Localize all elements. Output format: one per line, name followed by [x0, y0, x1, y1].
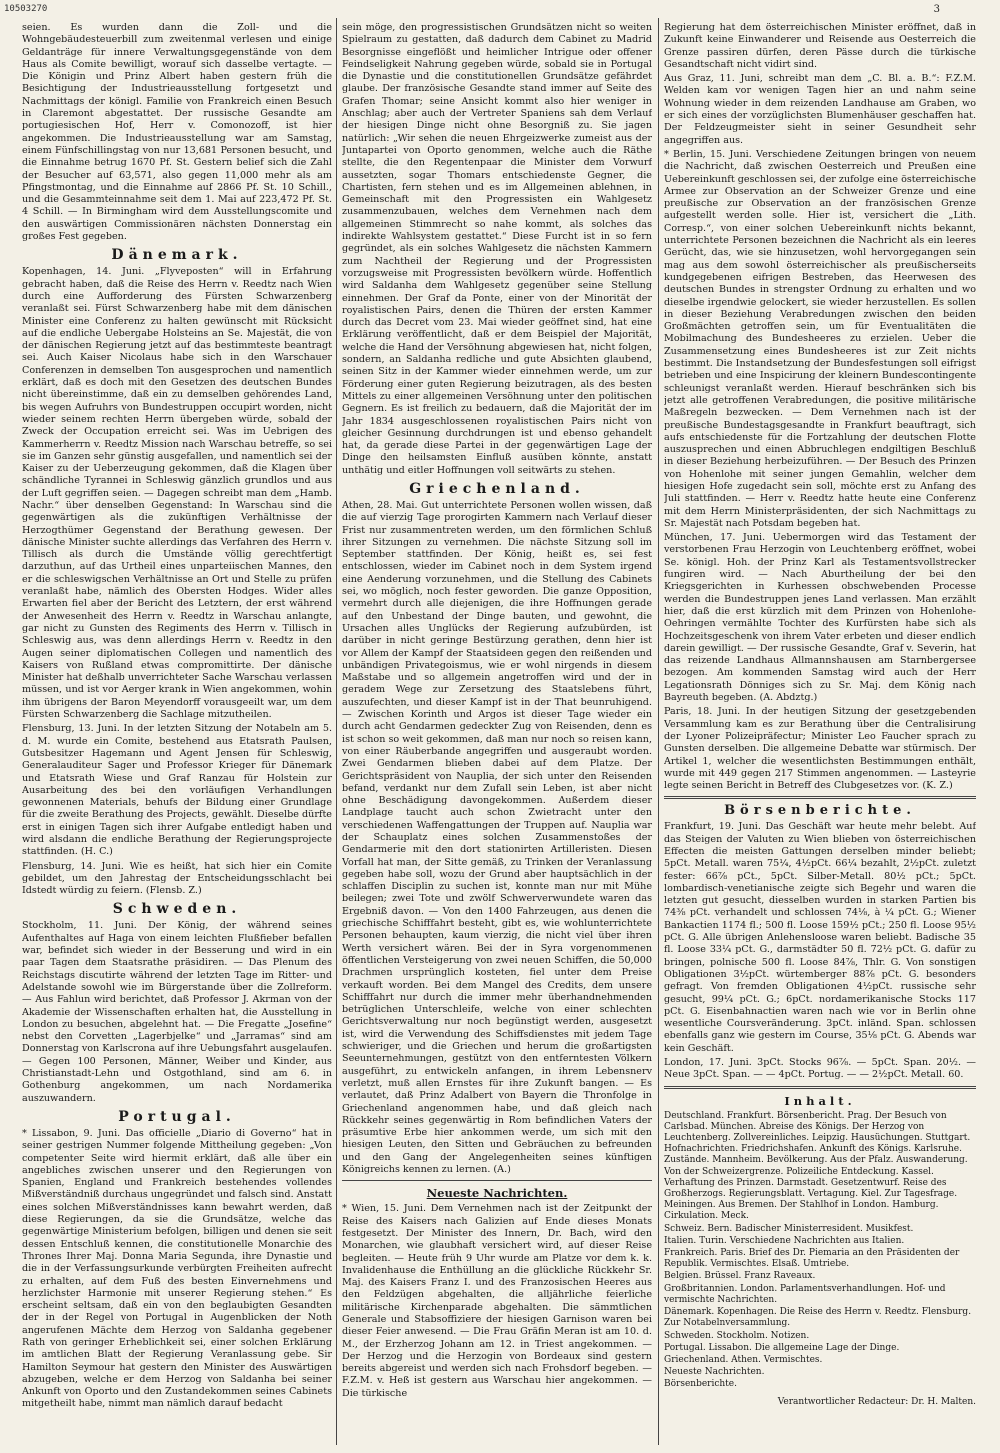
divider: [664, 1086, 976, 1089]
article-paris: Paris, 18. Juni. In der heutigen Sitzung der gesetzgebenden Versammlung kam es zur Berathung über die Centralisirung der Lyoner Polizeipräfectur; Minister Leo Faucher sprach zu Gunsten derselben. Die allgemeine Debatte war stürmisch. Der Artikel 1, welcher die wesentlichsten Bestimmungen enthält, wurde mit 449 gegen 217 Stimmen angenommen. — Lasteyrie legte seinen Bericht in Betreff des Clubgesetzes vor. (K. Z.): [664, 706, 976, 792]
section-heading-daenemark: Dänemark.: [111, 247, 243, 264]
toc-entry: Dänemark. Kopenhagen. Die Reise des Herrn v. Reedtz. Flensburg. Zur Notabelnversammlung.: [664, 1307, 972, 1329]
article-muenchen: München, 17. Juni. Uebermorgen wird das Testament der verstorbenen Frau Herzogin von Leuchtenberg eröffnet, wobei Se. königl. Hoh. der Prinz Karl als Testamentsvollstrecker fungiren wird. — Nach Aburtheilung der bei den Kriegsgerichten in Kurhessen obschwebenden Processe werden die Bundestruppen jenes Land verlassen. Man erzählt hier, daß die erst kürzlich mit dem Prinzen von Hohenlohe-Oehringen vermählte Tochter des Kurfürsten habe sich als Hochzeitsgeschenk von ihrem Vater erbeten und dieser endlich darein gewilligt. — Der russische Gesandte, Graf v. Severin, hat das reizende Landhaus Allmannshausen am Starnbergersee bezogen. Am kommenden Samstag wird auch der Herr Legationsrath Dönniges sich zu Sr. Maj. dem König nach Bayreuth begeben. (A. Abdztg.): [664, 532, 976, 704]
toc-entry: Griechenland. Athen. Vermischtes.: [664, 1354, 823, 1365]
column-rule: [658, 18, 659, 1445]
archive-serial: 10503270: [4, 4, 48, 14]
section-heading-griechenland: Griechenland.: [409, 480, 585, 497]
column-1: [22, 22, 332, 1445]
toc-entry: Schweden. Stockholm. Notizen.: [664, 1330, 810, 1341]
article-flensburg-2: Flensburg, 14. Juni. Wie es heißt, hat sich hier ein Comite gebildet, um den Jahrestag der Entscheidungsschlacht bei Idstedt würdig zu feiern. (Flensb. Z.): [22, 860, 332, 897]
toc-entry: Frankreich. Paris. Brief des Dr. Piemaria an den Präsidenten der Republik. Vermischtes. Elsaß. Umtriebe.: [664, 1248, 960, 1270]
toc-entry: Großbritannien. London. Parlamentsverhandlungen. Hof- und vermischte Nachrichten.: [664, 1283, 946, 1305]
article-stockholm: Stockholm, 11. Juni. Der König, der während seines Aufenthaltes auf Haga von einem leichten Flußfieber befallen war, befindet sich wieder in der Besserung und wird in ein paar Tagen dem Staatsrathe präsidiren. — Das Plenum des Reichstags discutirte während der letzten Tage im Ritter- und Adelstande sowohl wie im Bürgerstande über die Zollreform. — Aus Fahlun wird berichtet, daß Professor J. Akrman von der Akademie der Wissenschaften erhalten hat, die Ausstellung in London zu besuchen, abgelehnt hat. — Die Fregatte „Josefine“ nebst den Corvetten „Lagerbjelke“ und „Jarramas“ sind am Donnerstag von Karlscrona auf ihre Uebungsfahrt ausgelaufen. — Gegen 100 Personen, Männer, Weiber und Kinder, aus Christianstadt-Lehn und Ostgothland, sind am 6. in Gothenburg angekommen, um nach Nordamerika auszuwandern.: [22, 920, 332, 1104]
article-athen: Athen, 28. Mai. Gut unterrichtete Personen wollen wissen, daß die auf vierzig Tage prorogirten Kammern nach Verlauf dieser Frist nur zusammentreten werden, um den förmlichen Schluß ihrer Sitzungen zu vernehmen. Die nächste Sitzung soll im September stattfinden. Der König, heißt es, sei fest entschlossen, wieder im Cabinet noch in dem System irgend eine Aenderung vorzunehmen, und die Stellung des Cabinets sei, wo möglich, noch fester geworden. Die ganze Opposition, vermehrt durch alle diejenigen, die ihre Hoffnungen gerade auf den Unbestand der Dinge bauten, und gewohnt, die Ursachen alles Unglücks der Regierung aufzubürden, ist darüber in nicht geringe Bestürzung gerathen, denn hier ist vor Allem der Kampf der Staatsideen gegen den reißenden und unbändigen Privategoismus, wie er wohl nirgends in diesem Maßstabe und so allgemein angetroffen wird und der in geradem Wege zur Zersetzung des Staatslebens führt, auszufechten, und dieser Kampf ist in der That beunruhigend. — Zwischen Korinth und Argos ist dieser Tage wieder ein durch acht Gendarmen gedeckter Zug von Reisenden, denn es ist schon so weit gekommen, daß man nur noch so reisen kann, von einer Räuberbande angegriffen und ausgeraubt worden. Zwei Gendarmen blieben dabei auf dem Platze. Der Gerichtspräsident von Nauplia, der sich unter den Reisenden befand, verdankt nur dem Zufall sein Leben, ist aber nicht ohne Beschädigung davongekommen. Außerdem dieser Landplage taucht auch schon Zwietracht unter den verschiedenen Waffengattungen der Truppen auf. Nauplia war der Schauplatz eines solchen Zusammenstoßes der Gendarmerie mit den dort stationirten Artilleristen. Diesen Vorfall hat man, der Sitte gemäß, zu Trinken der Veranlassung gegeben habe soll, wozu der Grund aber hauptsächlich in der schlaffen Disciplin zu suchen ist, konnte man nur mit Mühe beilegen; zwei Tote und zwölf Schwerverwundete waren das Ergebniß davon. — Von den 1400 Fahrzeugen, aus denen die griechische Schifffahrt besteht, gibt es, wie wohlunterrichtete Personen behaupten, kaum vierzig, die nicht viel über ihren Werth versichert wären. Bei der in Syra vorgenommenen öffentlichen Versteigerung von zwei neuen Schiffen, die 50,000 Drachmen ursprünglich kosteten, fiel unter dem Preise verkauft worden. Bei dem Mangel des Credits, dem unsere Schifffahrt nur durch die immer mehr überhandnehmenden betrüglichen Unterschleife, welche von einer schlechten Gerichtsverwaltung nur noch begünstigt werden, ausgesetzt ist, wird die Verwendung des Schiffsdienstes mit jedem Tage schwieriger, und die Griechen und herum die großartigsten Seeunternehmungen, gestützt von den entferntesten Völkern ausgeführt, zu entwickeln anfangen, in ihrem Lebensnerv verletzt, muß allen Ernstes für ihre Zukunft bangen. — Es verlautet, daß Prinz Adalbert von Bayern die Thronfolge in Griechenland angenommen habe, und daß gleich nach Rückkehr seines gegenwärtig in Rom befindlichen Vaters der präsumtive Erbe hier ankommen werde, um sich mit den hiesigen Leuten, den Sitten und Gebräuchen zu befreunden und den Gang der Angelegenheiten seines künftigen Königreichs kennen zu lernen. (A.): [342, 499, 652, 1176]
article-portugal-cont: sein möge, den progressistischen Grundsätzen nicht so weiten Spielraum zu gestatten, daß dadurch dem Cabinet zu Madrid Besorgnisse eingeflößt und heimlicher Intrigue oder offener Feindseligkeit Nahrung gegeben würde, sobald sie in Portugal die Dynastie und die constitutionellen Grundsätze gefährdet glaube. Der französische Gesandte stand immer auf Seite des Grafen Thomar; seine Ansicht kommt also hier weniger in Anschlag; aber auch der Vertreter Spaniens sah dem Verlauf der hiesigen Dinge nicht ohne Besorgniß zu. Sie jagen natürlich: „Wir sehen die neuen Ehrgeizwerke zumeist aus der Juntapartei von Oporto genommen, welche auch die Räthe stellte, die den Regentenpaar die Minister dem Vorwurf aussetzten, sogar Thomars entschiedenste Gegner, die Chartisten, fern stehen und es im Allgemeinen ablehnen, in Gemeinschaft mit den Progressisten ein Wahlgesetz zusammenzubauen, welches dem Vernehmen nach dem allgemeinen Stimmrecht so nahe kommt, als solches das indirekte Wahlsystem gestattet.“ Diese Furcht ist in so fern gegründet, als ein solches Wahlgesetz die nächsten Kammern zum Nachtheil der Regierung und der Progressisten vorzugsweise mit Progressisten bevölkern würde. Hoffentlich wird Saldanha dem Wahlgesetz gegenüber seine Stellung einnehmen. Der Graf da Ponte, einer von der Minorität der royalistischen Pairs, denen die Thüren der ersten Kammer durch das Decret vom 23. Mai wieder geöffnet sind, hat eine Erklärung veröffentlicht, daß er dem Beispiel der Majorität, welche die Hand der Versöhnung abgewiesen hat, nicht folgen, sondern, an Saldanha redliche und gute Absichten glaubend, seinen Sitz in der Kammer wieder einnehmen werde, um zur Förderung einer guten Regierung beizutragen, als des besten Mittels zu einer allgemeinen Versöhnung unter den politischen Gegnern. Es ist freilich zu bedauern, daß die Majorität der im Jahr 1834 ausgeschlossenen royalistischen Pairs nicht von gleicher Gesinnung durchdrungen ist und ebenso gehandelt hat, da gerade diese Partei in der gegenwärtigen Lage der Dinge den heilsamsten Einfluß ausüben könnte, anstatt unthätig und eitler Hoffnungen voll seitwärts zu stehen.: [342, 22, 652, 476]
article-kopenhagen: Kopenhagen, 14. Juni. „Flyveposten“ will in Erfahrung gebracht haben, daß die Reise des Herrn v. Reedtz nach Wien durch eine Aufforderung des Fürsten Schwarzenberg veranlaßt sei. Fürst Schwarzenberg habe mit dem dänischen Minister eine Conferenz zu halten gewünscht mit Rücksicht auf die endliche Uebergabe Holsteins an Se. Majestät, die von der dänischen Regierung jetzt auf das bestimmteste beantragt sei. Auch Kaiser Nicolaus habe sich in den Warschauer Conferenzen in demselben Ton ausgesprochen und namentlich erklärt, daß es doch mit den Gesetzen des deutschen Bundes nicht übereinstimme, daß ein zu demselben gehörendes Land, bis wegen Aufruhrs von Bundestruppen occupirt worden, nicht wieder seinem rechten Herrn übergeben würde, sobald der Zweck der Occupation erreicht sei. Was im Uebrigen des Kammerherrn v. Reedtz Mission nach Warschau betreffe, so sei sie im Ganzen sehr günstig ausgefallen, und namentlich sei der Kaiser zu der Ueberzeugung gekommen, daß die Klagen über schändliche Tyrannei in Schleswig gänzlich grundlos und aus der Luft gegriffen seien. — Dagegen schreibt man dem „Hamb. Nachr.“ über denselben Gegenstand: In Warschau sind die gegenwärtigen als die zukünftigen Verhältnisse der Herzogthümer Gegenstand der Berathung gewesen. Der dänische Minister suchte allerdings das Verfahren des Herrn v. Tillisch als durch die Umstände völlig gerechtfertigt darzuthun, auf das Urtheil eines unparteiischen Mannes, den er die schleswigschen Verhältnisse an Ort und Stelle zu prüfen veranlaßt habe, nämlich des Obersten Hodges. Wider alles Erwarten fiel aber der Bericht des Letztern, der erst während der Anwesenheit des Herrn v. Reedtz in Warschau anlangte, gar nicht zu Gunsten des Regiments des Herrn v. Tillisch in Schleswig aus, was denn allerdings Herrn v. Reedtz in den Augen seiner diplomatischen Collegen und namentlich des Kaisers von Rußland etwas compromittirte. Der dänische Minister hat deßhalb unverrichteter Sache Warschau verlassen müssen, und ist vor Aerger krank in Wien angekommen, wohin ihm übrigens der Baron Meyendorff vorausgeeilt war, um dem Fürsten Schwarzenberg die Sachlage mitzutheilen.: [22, 266, 332, 721]
section-heading-schweden: Schweden.: [112, 901, 242, 918]
column-rule: [336, 18, 337, 1445]
section-heading-neueste-nachrichten: Neueste Nachrichten.: [426, 1186, 568, 1201]
article-lissabon: * Lissabon, 9. Juni. Das officielle „Diario di Governo“ hat in seiner gestrigen Nummer folgende Mittheilung gegeben: „Von competenter Seite wird hiermit erklärt, daß alle über ein angebliches zwischen unserer und den Regierungen von Spanien, England und Frankreich bestehendes vollendes Mißverständniß durchaus ungegründet und falsch sind. Anstatt eines solchen Mißverständnisses kann bewahrt werden, daß diese Regierungen, da sie die Grundsätze, welche das gegenwärtige Ministerium befolgen, billigen und denen sie seit dessen Entschluß kennen, die constitutionelle Monarchie des Thrones Ihrer Maj. Donna Maria Segunda, ihre Dynastie und die in der Verfassungsurkunde verbürgten Freiheiten aufrecht zu erhalten, auf dem Fuß des besten Einvernehmens und herzlichster Harmonie mit unserer Regierung stehen.“ Es erscheint seltsam, daß ein von den beglaubigten Gesandten der in der Regel von Portugal in Augenblicken der Noth angerufenen Mächte dem Herzog von Saldanha gegebener Rath von geringer Erheblichkeit sei, einer solchen Erklärung im amtlichen Blatt der Regierung Veranlassung gebe. Sir Hamilton Seymour hat gestern den Minister des Auswärtigen abzugeben, welche er dem Herzog von Saldanha bei seiner Ankunft von Oporto und den Zustandekommen seines Cabinets mitgetheilt habe, nimmt man nämlich darauf bedacht: [22, 1127, 332, 1410]
toc-entry: Schweiz. Bern. Badischer Ministerresident. Musikfest.: [664, 1223, 914, 1234]
article-wien: * Wien, 15. Juni. Dem Vernehmen nach ist der Zeitpunkt der Reise des Kaisers nach Galizien auf Ende dieses Monats festgesetzt. Der Minister des Innern, Dr. Bach, wird den Monarchen, wie glaubhaft versichert wird, auf dieser Reise begleiten. — Heute früh 9 Uhr wurde am Platze vor dem k. k. Invalidenhause die Enthüllung an die glückliche Rückkehr Sr. Maj. des Kaisers Franz I. und des Franzosischen Heeres aus den Feldzügen abgehalten, die alljährliche feierliche militärische Kirchenparade abgehalten. Die sämmtlichen Generale und Stabsoffiziere der hiesigen Garnison waren bei dieser Feier anwesend. — Die Frau Gräfin Meran ist am 10. d. M., der Erzherzog Johann am 12. in Triest angekommen. — Der Herzog und die Herzogin von Bordeaux sind gestern bereits abgereist und werden sich nach Frohsdorf begeben. — F.Z.M. v. Heß ist gestern aus Warschau hier angekommen. — Die türkische: [342, 1203, 652, 1399]
section-heading-portugal: Portugal.: [118, 1108, 236, 1125]
section-heading-boersenberichte: Börsenberichte.: [724, 803, 916, 819]
toc-entry: Neueste Nachrichten.: [664, 1367, 765, 1378]
column-2: [342, 22, 652, 1445]
article-london-boerse: London, 17. Juni. 3pCt. Stocks 96⅞. — 5pCt. Span. 20½. — Neue 3pCt. Span. — — 4pCt. Portug. — — 2½pCt. Metall. 60.: [664, 1057, 976, 1081]
column-3: [664, 22, 976, 1445]
divider: [664, 796, 976, 799]
divider: [342, 1180, 652, 1181]
toc-entry: Belgien. Brüssel. Franz Raveaux.: [664, 1271, 816, 1282]
toc-title: Inhalt.: [784, 1093, 856, 1108]
article-frankfurt-boerse: Frankfurt, 19. Juni. Das Geschäft war heute mehr belebt. Auf das Steigen der Valuten zu Wien blieben von österreichischen Effecten die meisten Gattungen derselben minder beliebt; 5pCt. Metall. waren 75¼, 4½pCt. 66¼ bezahlt, 2½pCt. zuletzt fester: 66⅞ pCt., 5pCt. Silber-Metall. 80½ pCt.; 5pCt. lombardisch-venetianische zeigte sich Begehr und waren die letzten gut gesucht, diesselben wurden in starken Partien bis 74⅜ pCt. verhandelt und schlossen 74⅛, à ¼ pCt. G.; Wiener Bankactien 1174 fl.; 500 fl. Loose 159½ pCt.; 250 fl. Loose 95½ pCt. G. Alle übrigen Anlehensloose waren beliebt. Badische 35 fl. Loose 33¼ pCt. G., darmstädter 50 fl. 72½ pCt. G. dafür zu bringen, polnische 500 fl. Loose 84⅞, Thlr. G. Von sonstigen Obligationen 3½pCt. würtemberger 88⅞ pCt. G. besonders gefragt. Von fremden Obligationen 4½pCt. russische sehr gesucht, 99¼ pCt. G.; 6pCt. nordamerikanische Stocks 117 pCt. G. Eisenbahnactien waren nach wie vor in Berlin ohne wesentliche Coursveränderung. 3pCt. inländ. Span. schlossen ebenfalls ganz wie gestern im Course, 35⅛ pCt. G. Abends war kein Geschäft.: [664, 821, 976, 1054]
table-of-contents: [664, 1094, 976, 1391]
responsible-editor: Verantwortlicher Redacteur: Dr. H. Malten.: [777, 1396, 976, 1407]
article-tuerkei: Regierung hat dem österreichischen Minister eröffnet, daß in Zukunft keine Einwanderer und Reisende aus Oesterreich die Grenze passiren dürfen, deren Pässe durch die türkische Gesandtschaft nicht vidirt sind.: [664, 22, 976, 70]
page-number: 3: [933, 4, 940, 15]
toc-entry: Deutschland. Frankfurt. Börsenbericht. Prag. Der Besuch von Carlsbad. München. Abreise des Königs. Der Herzog von Leuchtenberg. Zollvereinliches. Leipzig. Hausüchungen. Stuttgart. Hofnachrichten. Friedrichshafen. Ankunft des Königs. Karlsruhe. Zustände. Mannheim. Bevölkerung. Aus der Pfalz. Auswanderung. Von der Schweizergrenze. Polizeiliche Entdeckung. Kassel. Verhaftung des Prinzen. Darmstadt. Gesetzentwurf. Reise des Großherzogs. Regierungsblatt. Vertagung. Kiel. Zur Tagesfrage. Meiningen. Aus Bremen. Der Stahlhof in London. Hamburg. Cirkulation. Meck.: [664, 1110, 971, 1222]
toc-entry: Börsenberichte.: [664, 1379, 737, 1390]
article-england-cont: seien. Es wurden dann die Zoll- und die Wohngebäudesteuerbill zum zweitenmal verlesen und einige Geldanträge für innere Verwaltungsgegenstände von dem Haus als Comite bewilligt, worauf sich dasselbe vertagte. — Die Königin und Prinz Albert haben gestern früh die Besichtigung der Industrieausstellung fortgesetzt und Nachmittags der königl. Familie von Frankreich einen Besuch in Claremont abgestattet. Der russische Gesandte am portugiesischen Hof, Herr v. Comonozoff, ist hier angekommen. Die Industrieausstellung war am Samstag, einem Fünfschillingstag von nur 13,681 Personen besucht, und die Einnahme betrug 1670 Pf. St. Gestern belief sich die Zahl der Besucher auf 63,571, also gegen 11,000 mehr als am Pfingstmontag, und die Einnahme auf 2866 Pf. St. 10 Schill., und die Gesammteinnahme seit dem 1. Mai auf 223,472 Pf. St. 4 Schill. — In Birmingham wird dem Ausstellungscomite und den auswärtigen Commissionären nächsten Donnerstag ein großes Fest gegeben.: [22, 22, 332, 243]
toc-entry: Portugal. Lissabon. Die allgemeine Lage der Dinge.: [664, 1342, 900, 1353]
toc-entry: Italien. Turin. Verschiedene Nachrichten aus Italien.: [664, 1235, 905, 1246]
article-flensburg-1: Flensburg, 13. Juni. In der letzten Sitzung der Notabeln am 5. d. M. wurde ein Comite, bestehend aus Etatsrath Paulsen, Gutsbesitzer Hagemann und Agent Jensen für Schleswig, Generalauditeur Sager und Professor Krieger für Dänemark und Etatsrath Wiese und Graf Ranzau für Holstein zur Ausarbeitung des bei den vorläufigen Verhandlungen gewonnenen Materials, behufs der Bildung einer Grundlage für die zweite Berathung des Projects, gewählt. Dieselbe dürfte erst in einigen Tagen sich ihrer Aufgabe entledigt haben und wird alsdann die endliche Berathung der Regierungsprojecte stattfinden. (H. C.): [22, 723, 332, 858]
article-graz: Aus Graz, 11. Juni, schreibt man dem „C. Bl. a. B.“: F.Z.M. Welden kam vor wenigen Tagen hier an und nahm seine Wohnung wieder in dem reizenden Landhause am Graben, wo er sich eines der vorzüglichsten Blumenhäuser geschaffen hat. Der Feldzeugmeister sieht in seiner Gesundheit sehr angegriffen aus.: [664, 73, 976, 146]
article-berlin: * Berlin, 15. Juni. Verschiedene Zeitungen bringen von neuem die Nachricht, daß zwischen Oesterreich und Preußen eine Uebereinkunft geschlossen sei, der zufolge eine österreichische Armee zur Observation an der Schweizer Grenze und eine preußische zur Observation an der französischen Grenze aufgestellt werden solle. Hier ist, versichert die „Lith. Corresp.“, von einer solchen Uebereinkunft nichts bekannt, unterrichtete Personen bezeichnen die Nachricht als ein leeres Gerücht, das, wie sie hinzusetzen, wohl hervorgegangen sein mag aus dem sowohl österreichischer als preußischerseits kundgegebenen eifrigen Bestreben, das Heerwesen des deutschen Bundes in strengster Ordnung zu erhalten und wo dieselbe irgendwie gelockert, sie wieder herzustellen. Es sollen in dieser Beziehung Verabredungen zwischen den beiden Großmächten getroffen sein, um für Eventualitäten die Mobilmachung des Bundesheeres zu erzielen. Ueber die Zusammensetzung eines Bundesheeres ist zur Zeit nichts bestimmt. Die Instandsetzung der Bundesfestungen soll eifrigst betrieben und eine Inspicirung der kleinern Bundescontingente schleunigst veranlaßt werden. Hierauf beschränken sich bis jetzt alle getroffenen Verabredungen, die positive militärische Maßregeln bezwecken. — Dem Vernehmen nach ist der preußische Bundestagsgesandte in Frankfurt beauftragt, sich aufs entschiedenste für die Fortzahlung der deutschen Flotte auszusprechen und einen Abbruchlegen endgiltigen Beschluß in dieser Beziehung herbeizuführen. — Der Besuch des Prinzen von Hohenlohe mit seiner jungen Gemahlin, welcher dem hiesigen Hofe zugedacht sein soll, möchte erst zu Anfang des Juli stattfinden. — Herr v. Reedtz hatte heute eine Conferenz mit dem Herrn Ministerpräsidenten, der sich Nachmittags zu Sr. Majestät nach Potsdam begeben hat.: [664, 148, 976, 529]
